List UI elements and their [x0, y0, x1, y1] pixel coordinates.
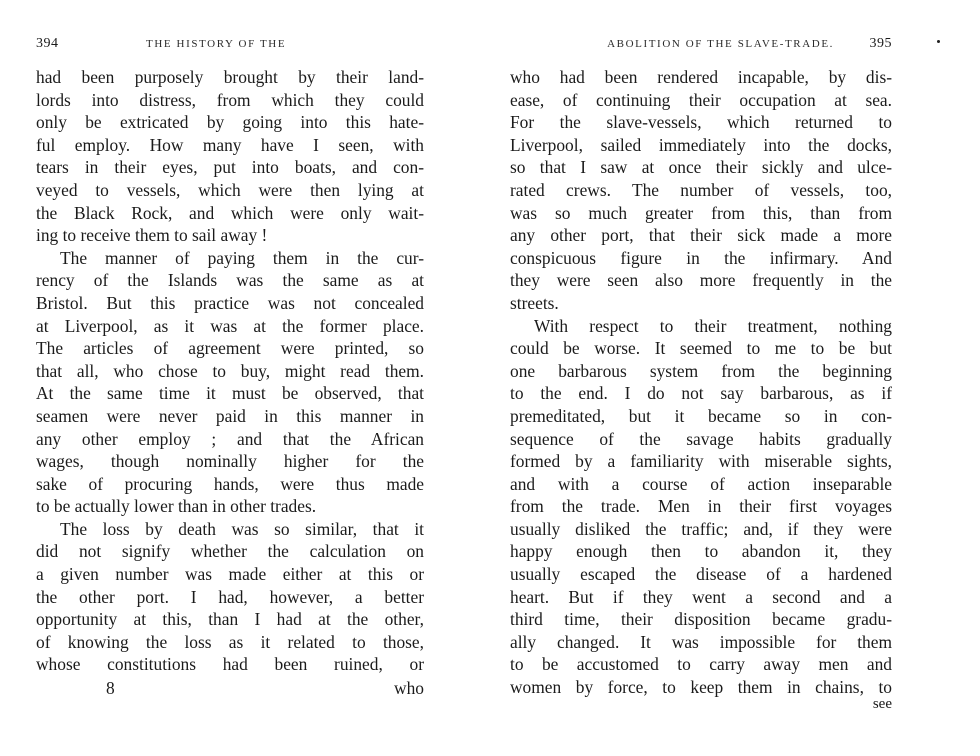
text-line: seamen were never paid in this manner in [36, 405, 424, 426]
text-line: rated crews. The number of vessels, too, [510, 179, 892, 200]
text-line: from the trade. Men in their first voyages [510, 496, 892, 517]
text-line: happy enough then to abandon it, they [510, 541, 892, 562]
text-line: tears in their eyes, put into boats, and con- [36, 157, 424, 178]
left-page-text [36, 66, 424, 676]
text-line: the other port. I had, however, a better [36, 586, 424, 607]
text-line: veyed to vessels, which were then lying at [36, 179, 424, 200]
right-page [510, 0, 892, 756]
text-line: conspicuous figure in the infirmary. And [510, 247, 892, 268]
text-line: who had been rendered incapable, by dis- [510, 67, 892, 87]
text-line: to the end. I do not say barbarous, as if [510, 383, 892, 404]
text-line: formed by a familiarity with miserable sights, [510, 451, 892, 472]
text-line: wages, though nominally higher for the [36, 451, 424, 472]
right-running-head: ABOLITION OF THE SLAVE-TRADE. [607, 38, 834, 50]
right-page-text [510, 66, 892, 699]
text-line: any other port, that their sick made a more [510, 225, 892, 246]
text-line: had been purposely brought by their land- [36, 67, 424, 87]
text-line: sequence of the savage habits gradually [510, 428, 892, 449]
text-line: usually disliked the traffic; and, if they were [510, 518, 892, 539]
text-line: women by force, to keep them in chains, to [510, 677, 892, 698]
text-line: streets. [510, 292, 559, 313]
text-line: Bristol. But this practice was not concealed [36, 292, 424, 313]
text-line: whose constitutions had been ruined, or [36, 654, 424, 675]
text-line: opportunity at this, than I had at the other, [36, 609, 424, 630]
text-line: was so much greater from this, than from [510, 202, 892, 223]
left-running-head: THE HISTORY OF THE [146, 38, 287, 50]
left-page-footer [36, 678, 424, 702]
text-line: at Liverpool, as it was at the former place. [36, 315, 424, 336]
text-line: third time, their disposition became gradu- [510, 609, 892, 630]
scan-speck [937, 40, 940, 43]
text-line: sake of procuring hands, were thus made [36, 473, 424, 494]
text-line: could be worse. It seemed to me to be but [510, 338, 892, 359]
left-page-header [36, 36, 424, 56]
text-line: lords into distress, from which they could [36, 89, 424, 110]
text-line: they were seen also more frequently in the [510, 270, 892, 291]
text-line: did not signify whether the calculation on [36, 541, 424, 562]
text-line: ing to receive them to sail away ! [36, 225, 268, 246]
text-line: only be extricated by going into this hate- [36, 112, 424, 133]
text-line: heart. But if they went a second and a [510, 586, 892, 607]
text-line: premeditated, but it became so in con- [510, 405, 892, 426]
text-line: that all, who chose to buy, might read them. [36, 360, 424, 381]
right-page-footer [510, 678, 892, 712]
text-line: so that I saw at once their sickly and ulce- [510, 157, 892, 178]
text-line: For the slave-vessels, which returned to [510, 112, 892, 133]
text-line: usually escaped the disease of a hardened [510, 564, 892, 585]
text-line: The manner of paying them in the cur- [60, 247, 424, 268]
text-line: of knowing the loss as it related to those, [36, 631, 424, 652]
text-line: The articles of agreement were printed, so [36, 338, 424, 359]
catchword: who [394, 678, 424, 698]
text-line: rency of the Islands was the same as at [36, 270, 424, 291]
text-line: the Black Rock, and which were only wait- [36, 202, 424, 223]
text-line: to be accustomed to carry away men and [510, 654, 892, 675]
text-line: one barbarous system from the beginning [510, 360, 892, 381]
text-line: The loss by death was so similar, that it [60, 518, 424, 539]
catchword: see [872, 696, 892, 712]
text-line: ease, of continuing their occupation at sea. [510, 89, 892, 110]
left-page [36, 0, 424, 756]
text-line: a given number was made either at this or [36, 564, 424, 585]
right-page-header [510, 36, 892, 56]
left-page-number: 394 [36, 36, 59, 51]
text-line: and with a course of action inseparable [510, 473, 892, 494]
text-line: At the same time it must be observed, that [36, 383, 424, 404]
text-line: ful employ. How many have I seen, with [36, 134, 424, 155]
signature-mark: 8 [106, 678, 115, 698]
text-line: ally changed. It was impossible for them [510, 631, 892, 652]
text-line: With respect to their treatment, nothing [534, 315, 892, 336]
text-line: any other employ ; and that the African [36, 428, 424, 449]
text-line: to be actually lower than in other trades. [36, 496, 317, 517]
text-line: Liverpool, sailed immediately into the docks, [510, 134, 892, 155]
right-page-number: 395 [869, 36, 892, 51]
